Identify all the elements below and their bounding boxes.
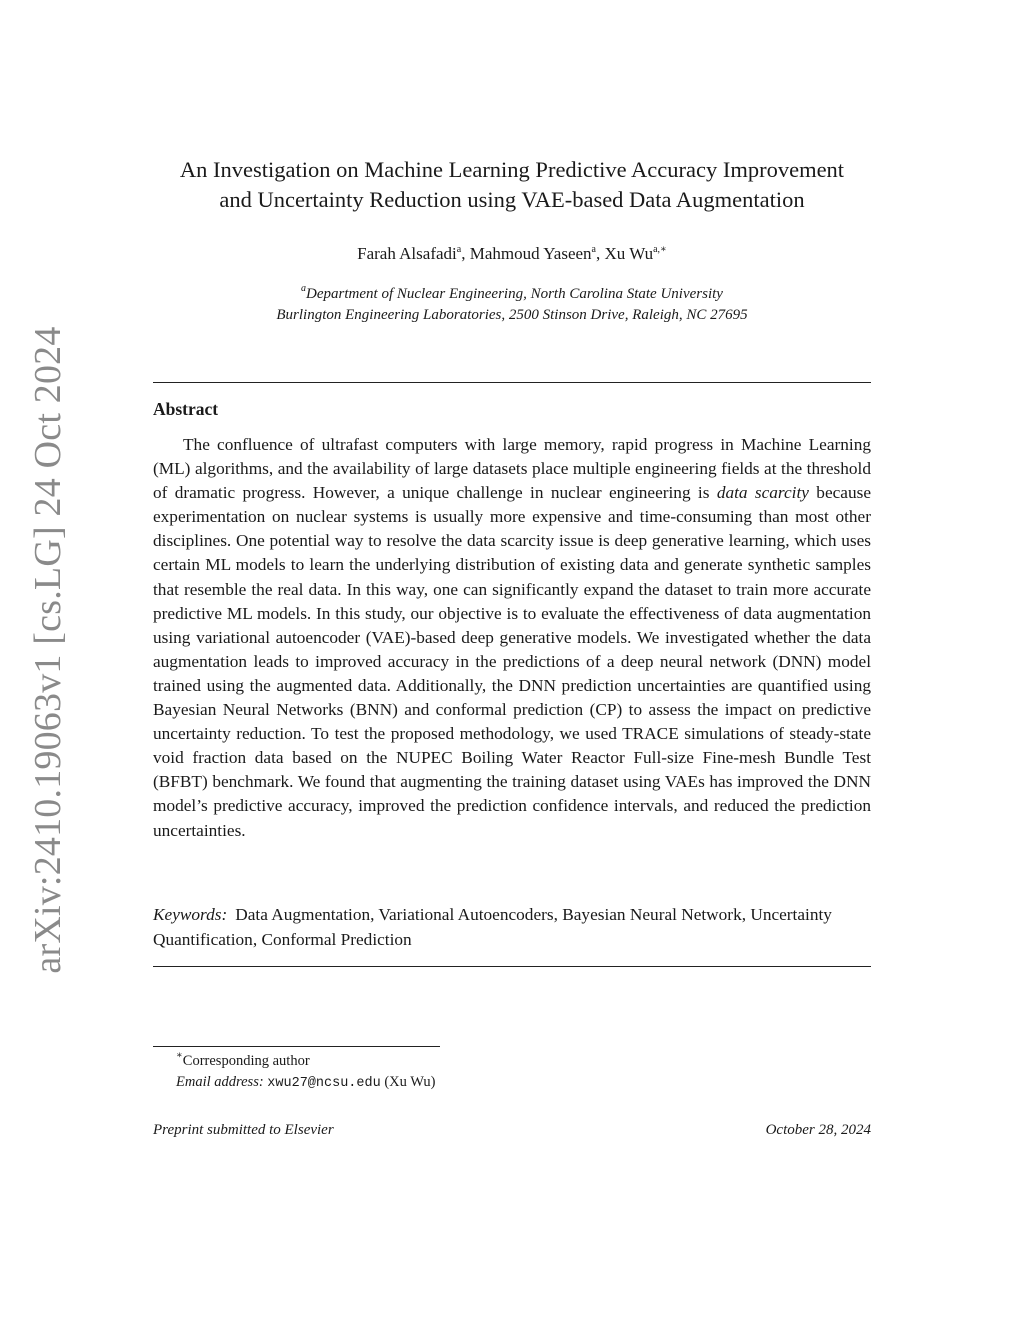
footnote-rule [153, 1046, 440, 1047]
paper-title [150, 155, 874, 215]
author-name: Farah Alsafadi [357, 244, 457, 263]
author-name: Mahmoud Yaseen [469, 244, 592, 263]
abstract-body: The confluence of ultrafast computers with large memory, rapid progress in Machine Learning (ML) algorithms, and the availability of large datasets place multiple engineering fields at the threshold of dramatic progress. However, a unique challenge in nuclear engineering is data scarcity because experimentation on nuclear systems is usually more expensive and time-consuming than most other disciplines. One potential way to resolve the data scarcity issue is deep generative learning, which uses certain ML models to learn the underlying distribution of existing data and generate synthetic samples that resemble the real data. In this way, one can significantly expand the dataset to train more accurate predictive ML models. In this study, our objective is to evaluate the effectiveness of data augmentation using variational autoencoder (VAE)-based deep generative models. We investigated whether the data augmentation leads to improved accuracy in the predictions of a deep neural network (DNN) model trained using the augmented data. Additionally, the DNN prediction uncertainties are quantified using Bayesian Neural Networks (BNN) and conformal prediction (CP) to assess the impact on predictive uncertainty reduction. To test the proposed methodology, we used TRACE simulations of steady-state void fraction data based on the NUPEC Boiling Water Reactor Full-size Fine-mesh Bundle Test (BFBT) benchmark. We found that augmenting the training dataset using VAEs has improved the DNN model’s predictive accuracy, improved the prediction confidence intervals, and reduced the prediction uncertainties. [153, 435, 871, 840]
title-line-2: and Uncertainty Reduction using VAE-based Data Augmentation [219, 187, 805, 212]
abstract-bottom-rule [153, 966, 871, 967]
keywords [153, 903, 871, 952]
author-affiliation-marker: a [591, 244, 596, 255]
abstract-heading: Abstract [153, 399, 219, 419]
preprint-notice: Preprint submitted to Elsevier [153, 1122, 334, 1138]
title-line-1: An Investigation on Machine Learning Predictive Accuracy Improvement [179, 157, 845, 182]
affiliation [150, 284, 874, 326]
author-affiliation-marker: a [456, 244, 462, 255]
author-list: Farah Alsafadi$^a$, Mahmoud Yaseen$^a$, Xu $Wu^{a,∗}$ [357, 244, 667, 263]
abstract-emphasis: data scarcity [716, 483, 809, 503]
arxiv-identifier: arXiv:2410.19063v1 [cs.LG] 24 Oct 2024 [27, 326, 69, 974]
author-affiliation-marker: a,∗ [653, 244, 667, 255]
keywords-text: Data Augmentation, Variational Autoencoders, Bayesian Neural Network, Uncertainty Quantification, Conformal Prediction [153, 905, 832, 949]
corresponding-author-note: Corresponding author [182, 1053, 310, 1069]
affiliation-marker: a [301, 283, 307, 294]
email-link[interactable]: xwu27@ncsu.edu [267, 1076, 381, 1091]
affiliation-line-2: Burlington Engineering Laboratories, 2500 Stinson Drive, Raleigh, NC 27695 [276, 307, 748, 323]
footnote-marker: ∗ [176, 1050, 183, 1061]
abstract-top-rule [153, 382, 871, 383]
author-name: Xu Wu [604, 244, 654, 263]
footnote [176, 1051, 435, 1094]
email-label: Email address: [176, 1074, 264, 1090]
keywords-label: Keywords: [153, 905, 228, 924]
submission-date: October 28, 2024 [765, 1122, 871, 1138]
affiliation-line-1: Department of Nuclear Engineering, North Carolina State University [306, 286, 723, 302]
email-owner: (Xu Wu) [384, 1074, 436, 1090]
